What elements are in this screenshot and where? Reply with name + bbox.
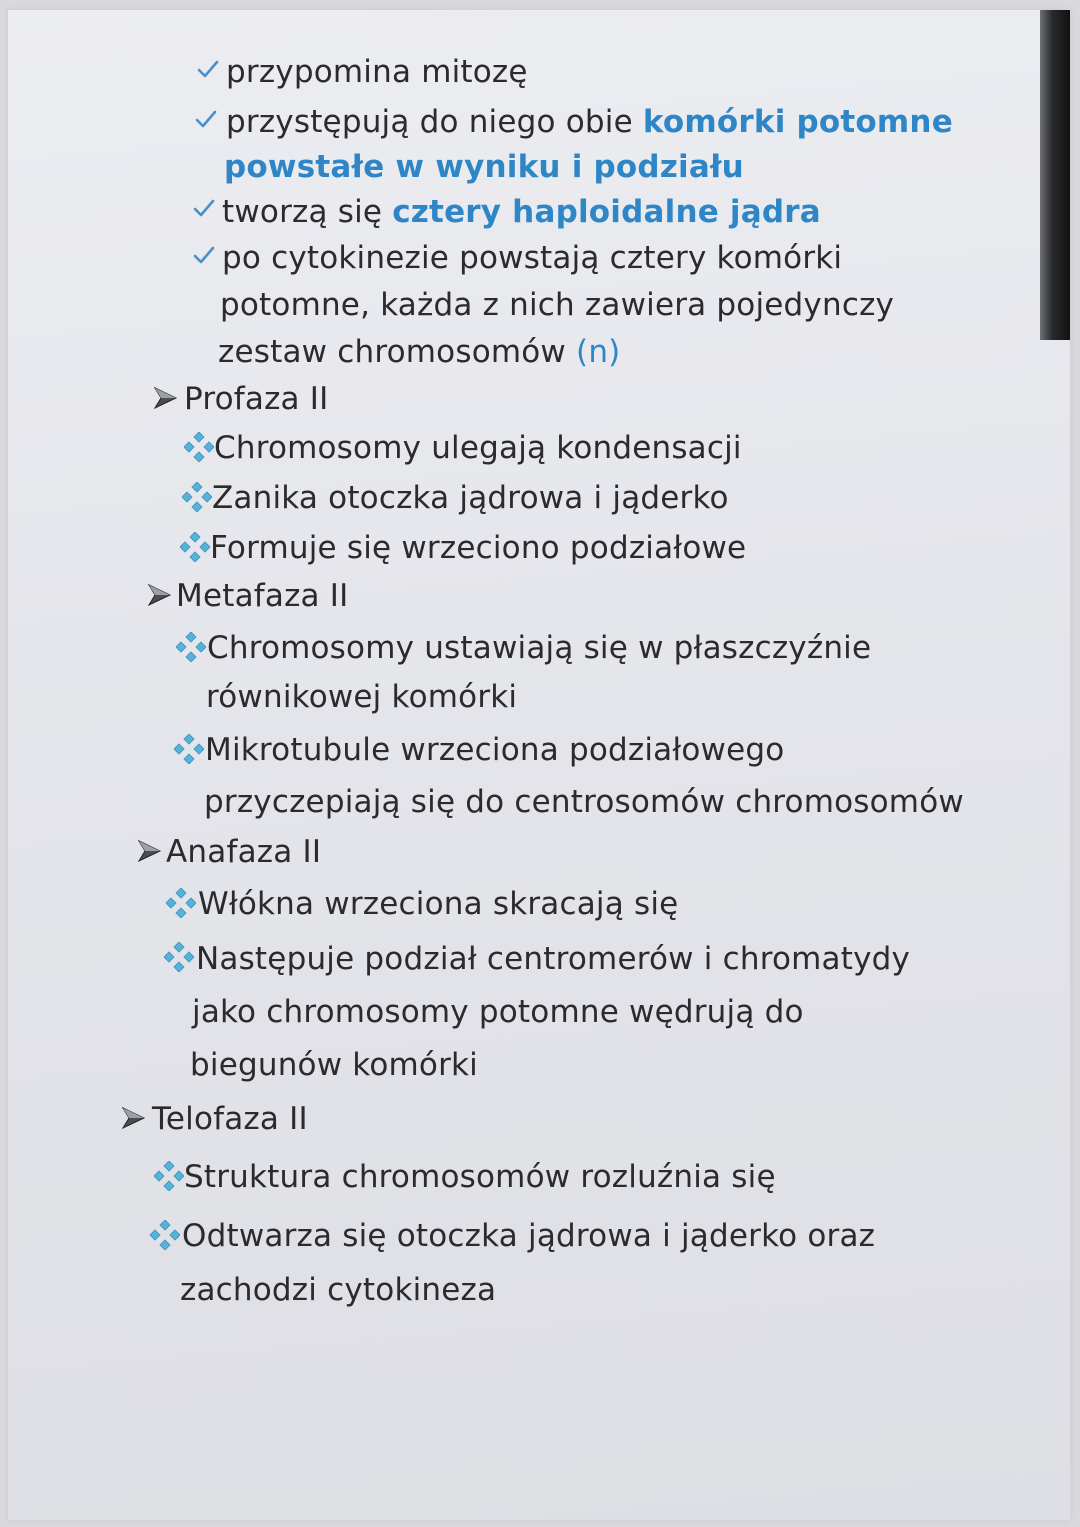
arrow-bullet-icon [136, 838, 162, 864]
phase-bullet-item: Chromosomy ulegają kondensacji [214, 430, 742, 466]
text-segment: przypomina mitozę [226, 54, 528, 90]
phase-bullet-item: Zanika otoczka jądrowa i jąderko [212, 480, 729, 516]
arrow-bullet-icon [146, 582, 172, 608]
phase-bullet-item: Odtwarza się otoczka jądrowa i jąderko oraz [182, 1218, 876, 1254]
check-item [226, 50, 528, 94]
phase-bullet-item: Następuje podział centromerów i chromatydy [196, 941, 911, 977]
check-item-continued [224, 145, 744, 189]
phase-bullet-item: Włókna wrzeciona skracają się [198, 886, 679, 922]
phase-bullet-item: Chromosomy ustawiają się w płaszczyźnie [207, 630, 872, 666]
check-item-continued: potomne, każda z nich zawiera pojedynczy [220, 287, 895, 323]
highlighted-term: powstałe w wyniku i podziału [224, 149, 744, 185]
text-segment: po cytokinezie powstają cztery komórki [222, 240, 843, 276]
diamond-bullet-icon [174, 734, 204, 764]
highlighted-term: cztery haploidalne jądra [392, 194, 821, 230]
diamond-bullet-icon [164, 942, 194, 972]
phase-bullet-continued: zachodzi cytokineza [180, 1272, 497, 1308]
check-icon [194, 108, 218, 132]
phase-bullet-continued: biegunów komórki [190, 1047, 478, 1083]
phase-bullet-continued: równikowej komórki [206, 679, 518, 715]
phase-heading: Anafaza II [166, 834, 322, 870]
phase-heading: Telofaza II [152, 1101, 308, 1137]
phase-bullet-continued: przyczepiają się do centrosomów chromosomów [204, 784, 964, 820]
text-segment: zestaw chromosomów [218, 334, 577, 370]
diamond-bullet-icon [184, 432, 214, 462]
highlighted-term: (n) [576, 334, 621, 370]
arrow-bullet-icon [120, 1105, 146, 1131]
phase-bullet-item: Struktura chromosomów rozluźnia się [184, 1159, 776, 1195]
diamond-bullet-icon [182, 482, 212, 512]
phase-bullet-continued: jako chromosomy potomne wędrują do [192, 994, 804, 1030]
diamond-bullet-icon [176, 632, 206, 662]
text-segment: przystępują do niego obie [226, 104, 643, 140]
arrow-bullet-icon [152, 385, 178, 411]
highlighted-term: komórki potomne [642, 104, 953, 140]
diamond-bullet-icon [150, 1220, 180, 1250]
text-segment: tworzą się [222, 194, 393, 230]
phase-bullet-item: Mikrotubule wrzeciona podziałowego [205, 732, 785, 768]
phase-heading: Profaza II [184, 381, 329, 417]
diamond-bullet-icon [180, 532, 210, 562]
check-item [222, 190, 821, 234]
diamond-bullet-icon [166, 888, 196, 918]
diamond-bullet-icon [154, 1161, 184, 1191]
phase-bullet-item: Formuje się wrzeciono podziałowe [210, 530, 747, 566]
page-edge-shadow [1040, 10, 1070, 340]
phase-heading: Metafaza II [176, 578, 349, 614]
check-icon [196, 58, 220, 82]
check-item [226, 100, 953, 144]
check-item [222, 236, 842, 280]
check-item-continued [218, 330, 620, 374]
check-icon [192, 244, 216, 268]
check-icon [192, 197, 216, 221]
